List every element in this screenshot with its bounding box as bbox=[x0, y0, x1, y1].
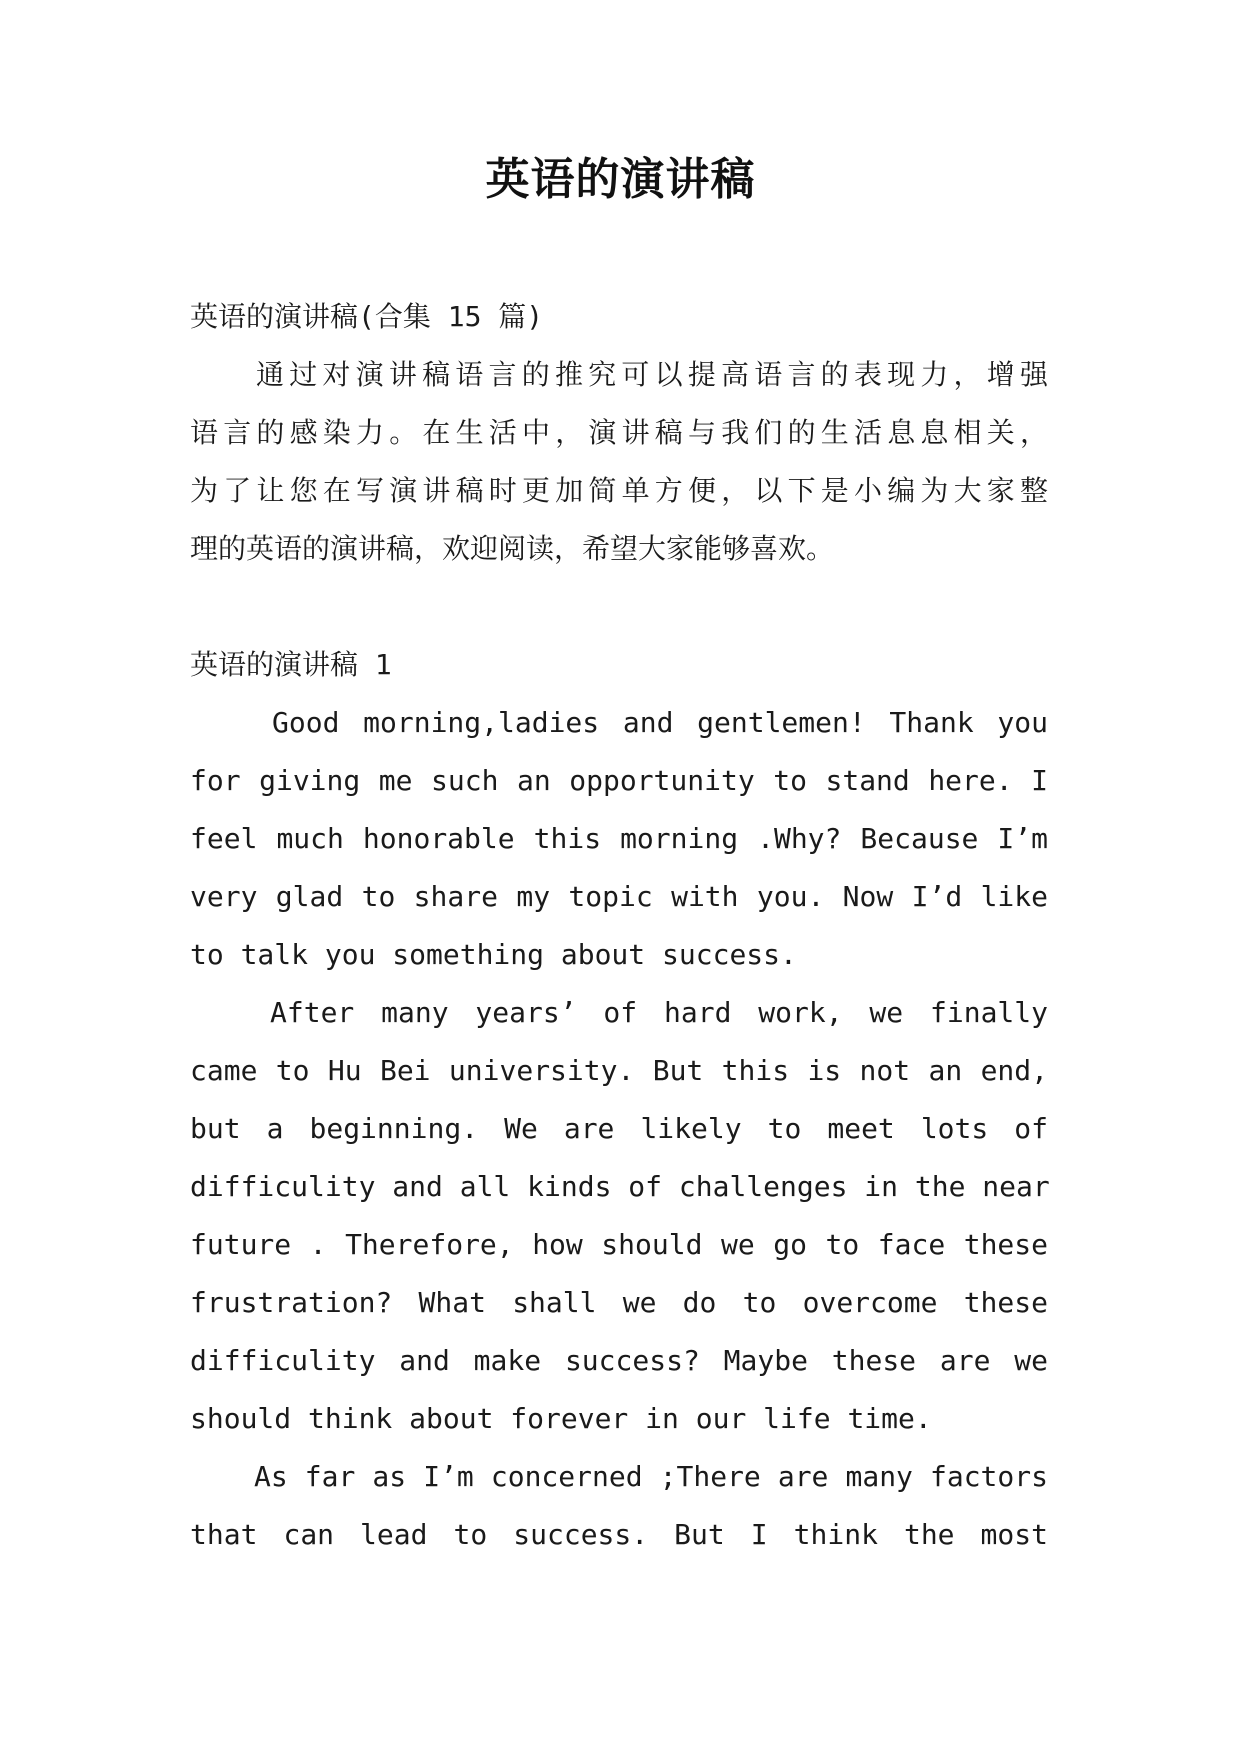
paragraph-line: difficulity and all kinds of challenges in the near bbox=[190, 1170, 1050, 1203]
paragraph-line: After many years’ of hard work, we finally bbox=[270, 996, 1048, 1029]
paragraph-line: very glad to share my topic with you. Now I’d like bbox=[190, 880, 1048, 913]
intro-line: 语言的感染力。在生活中，演讲稿与我们的生活息息相关， bbox=[190, 416, 1048, 449]
paragraph-line: feel much honorable this morning .Why? Because I’m bbox=[190, 822, 1048, 855]
paragraph-line: future . Therefore, how should we go to face these bbox=[190, 1228, 1048, 1261]
paragraph-line: frustration? What shall we do to overcome these bbox=[190, 1286, 1048, 1319]
paragraph-line: for giving me such an opportunity to stand here. I bbox=[190, 764, 1048, 797]
intro-line: 为了让您在写演讲稿时更加简单方便，以下是小编为大家整 bbox=[190, 474, 1048, 507]
document-title: 英语的演讲稿 bbox=[485, 154, 756, 205]
document-body bbox=[190, 288, 1048, 1564]
paragraph-line: Good morning,ladies and gentlemen! Thank you bbox=[272, 706, 1048, 739]
paragraph-spacer bbox=[190, 578, 1048, 636]
paragraph-line: but a beginning. We are likely to meet lots of bbox=[190, 1112, 1048, 1145]
paragraph-2 bbox=[190, 984, 1048, 1448]
paragraph-1 bbox=[190, 694, 1048, 984]
intro-line: 通过对演讲稿语言的推究可以提高语言的表现力，增强 bbox=[256, 358, 1048, 391]
intro-paragraph bbox=[190, 346, 1048, 578]
paragraph-line: difficulity and make success? Maybe these are we bbox=[190, 1344, 1048, 1377]
paragraph-line: As far as I’m concerned ;There are many factors bbox=[254, 1460, 1048, 1493]
paragraph-line: came to Hu Bei university. But this is not an end, bbox=[190, 1054, 1048, 1087]
paragraph-line: to talk you something about success. bbox=[190, 938, 797, 971]
intro-line: 理的英语的演讲稿，欢迎阅读，希望大家能够喜欢。 bbox=[190, 532, 835, 565]
paragraph-3 bbox=[190, 1448, 1048, 1564]
document-subtitle: 英语的演讲稿(合集 15 篇) bbox=[190, 300, 544, 333]
paragraph-line: should think about forever in our life time. bbox=[190, 1402, 932, 1435]
section-heading: 英语的演讲稿 1 bbox=[190, 648, 392, 681]
paragraph-line: that can lead to success. But I think the most bbox=[190, 1518, 1048, 1551]
